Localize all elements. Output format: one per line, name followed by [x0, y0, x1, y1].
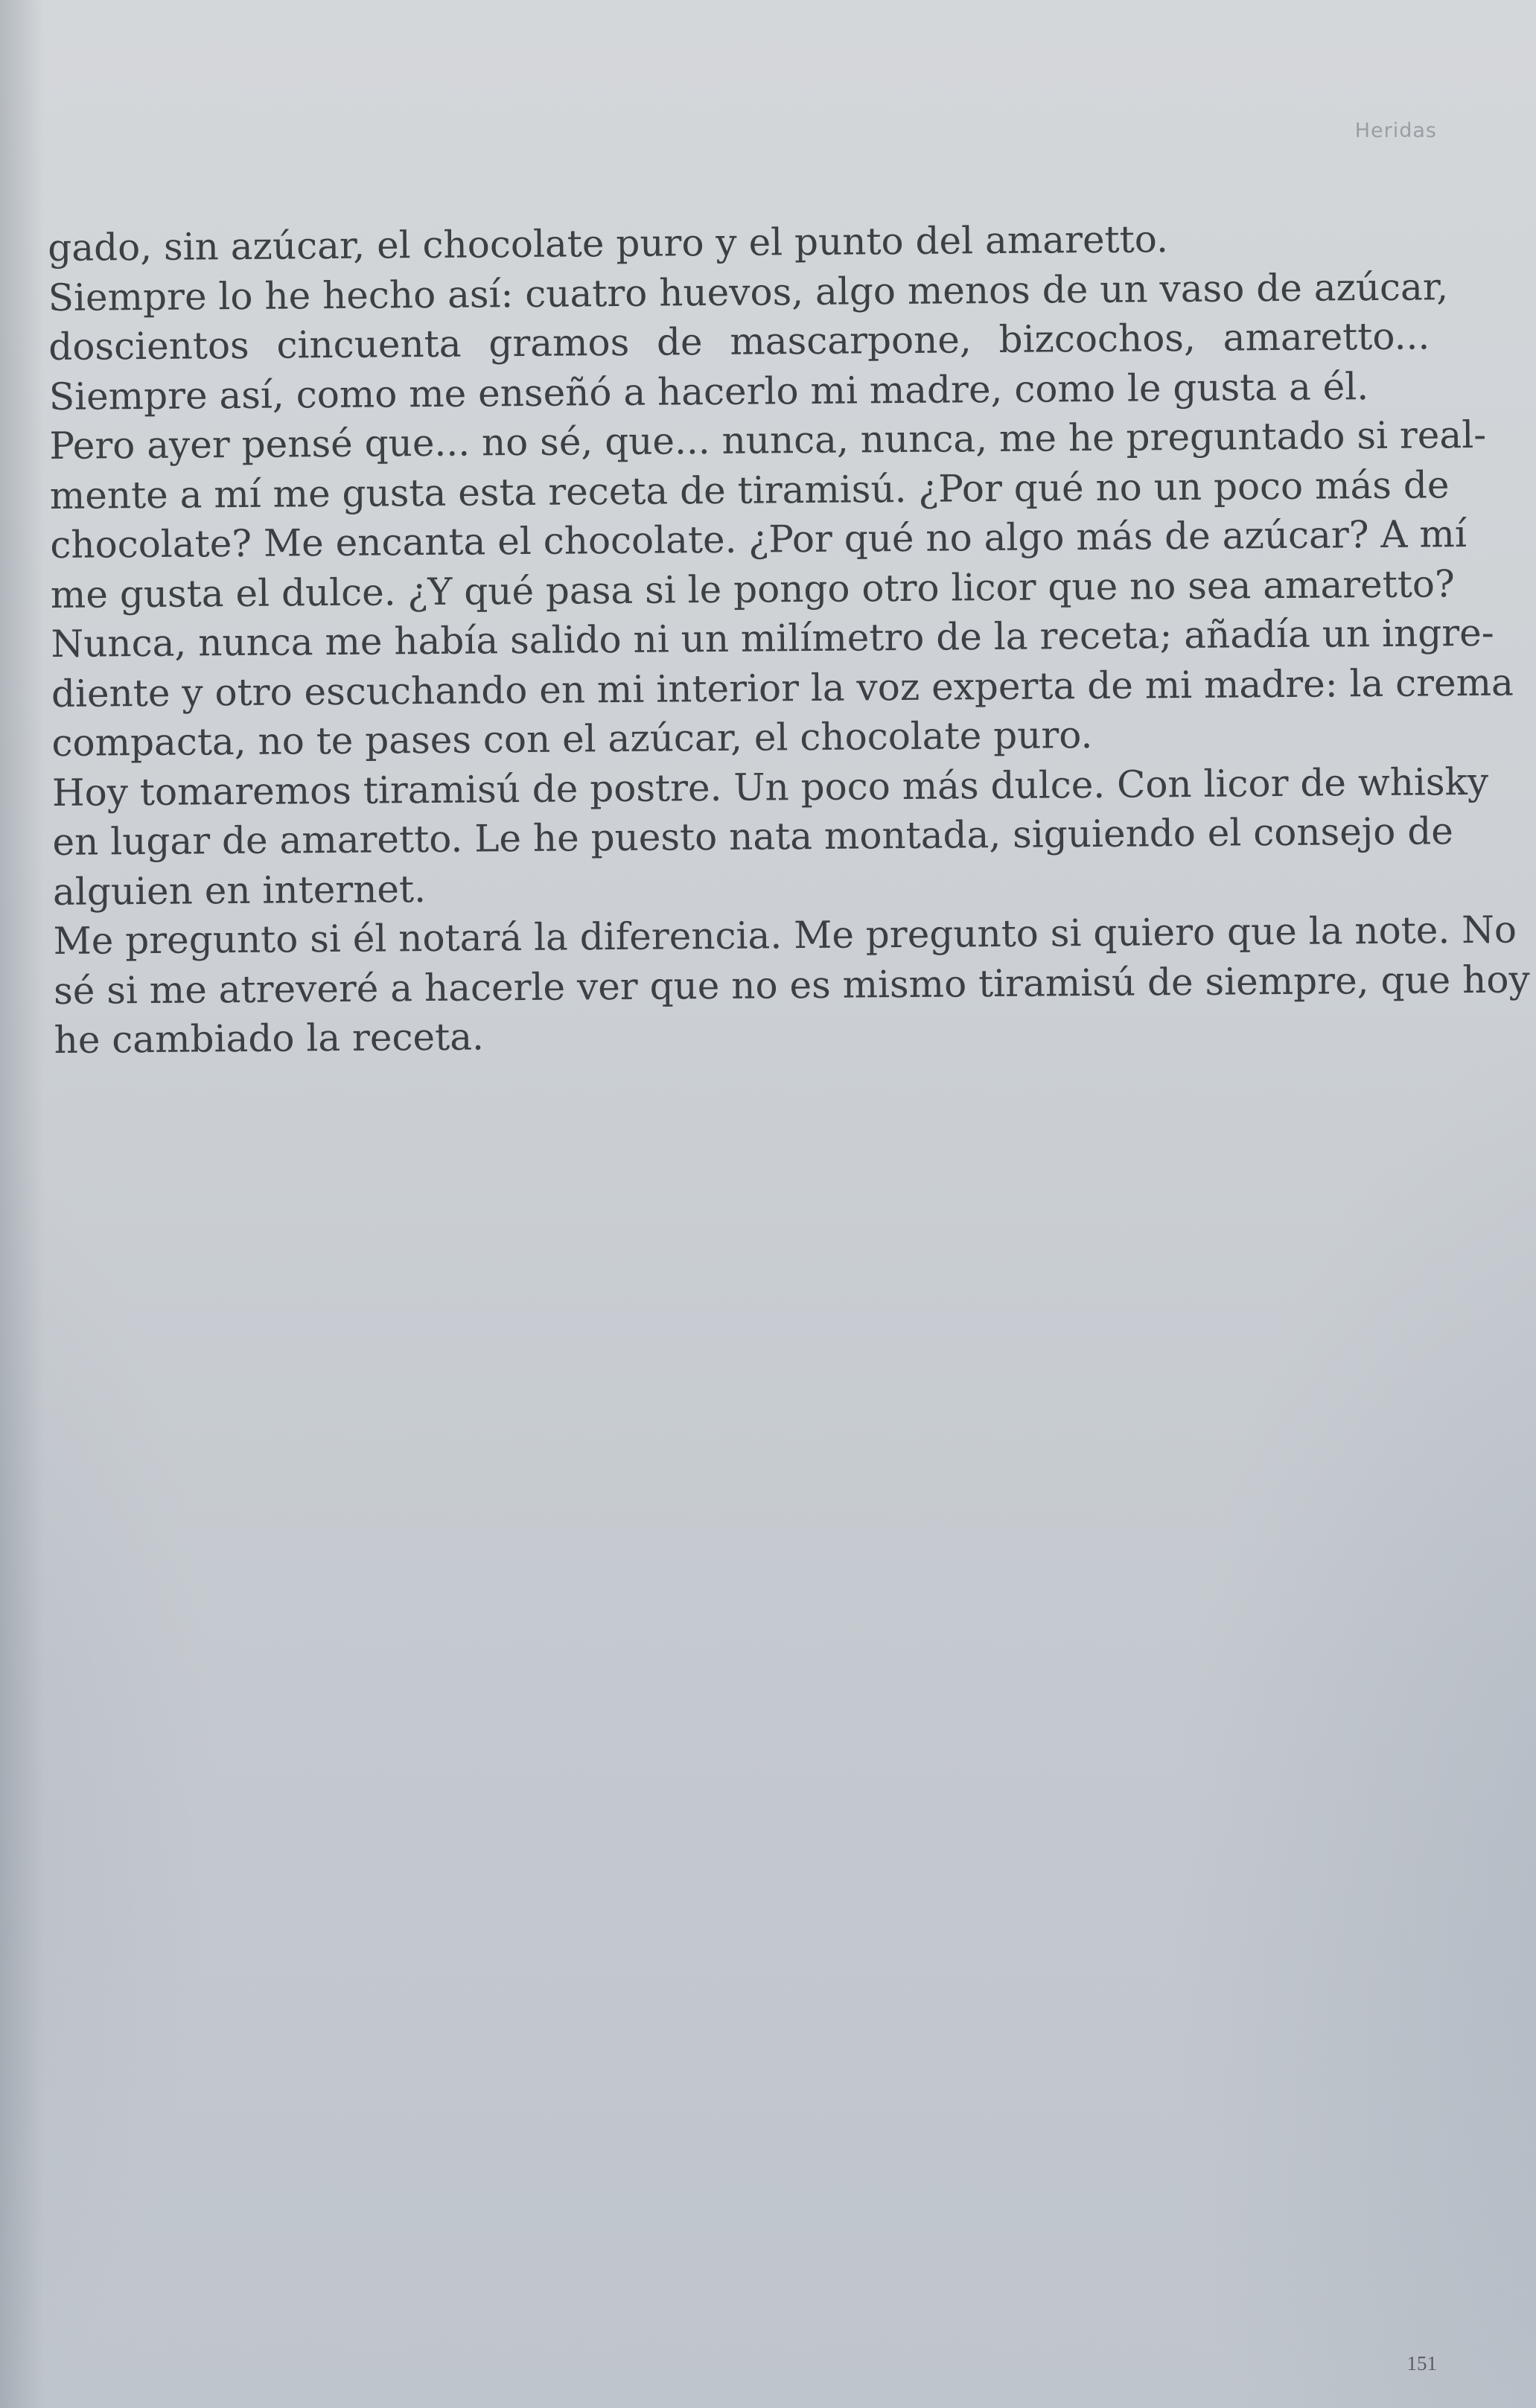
text-line: en lugar de amaretto. Le he puesto nata montada, siguiendo el consejo de	[52, 809, 1454, 864]
page-number: 151	[1406, 2352, 1437, 2374]
text-line: doscientos cincuenta gramos de mascarpone, bizcochos, amaretto...	[48, 314, 1430, 369]
text-line: Pero ayer pensé que... no sé, que... nunca, nunca, me he preguntado si real-	[49, 413, 1487, 468]
text-line: compacta, no te pases con el azúcar, el chocolate puro.	[51, 713, 1093, 765]
text-line: Me pregunto si él notará la diferencia. Me pregunto si quiero que la note. No	[53, 908, 1517, 963]
text-line: sé si me atreveré a hacerle ver que no es mismo tiramisú de siempre, que hoy	[53, 957, 1530, 1013]
text-line: me gusta el dulce. ¿Y qué pasa si le pongo otro licor que no sea amaretto?	[50, 561, 1456, 617]
text-line: alguien en internet.	[52, 867, 427, 914]
running-head: Heridas	[1354, 119, 1437, 142]
text-line: chocolate? Me encanta el chocolate. ¿Por qué no algo más de azúcar? A mí	[50, 512, 1468, 567]
text-line: diente y otro escuchando en mi interior la voz experta de mi madre: la crema	[51, 660, 1514, 716]
text-line: he cambiado la receta.	[54, 1015, 485, 1062]
text-line: Siempre lo he hecho así: cuatro huevos, algo menos de un vaso de azúcar,	[48, 264, 1449, 319]
text-line: Nunca, nunca me había salido ni un milímetro de la receta; añadía un ingre-	[51, 611, 1494, 666]
body-text	[48, 212, 1530, 1065]
text-line: Siempre así, como me enseñó a hacerlo mi madre, como le gusta a él.	[48, 364, 1369, 418]
text-line: gado, sin azúcar, el chocolate puro y el punto del amaretto.	[48, 217, 1169, 270]
page-gutter-shadow	[0, 0, 45, 2408]
text-line: Hoy tomaremos tiramisú de postre. Un poco más dulce. Con licor de whisky	[51, 759, 1489, 815]
text-line: mente a mí me gusta esta receta de tiramisú. ¿Por qué no un poco más de	[49, 462, 1450, 517]
